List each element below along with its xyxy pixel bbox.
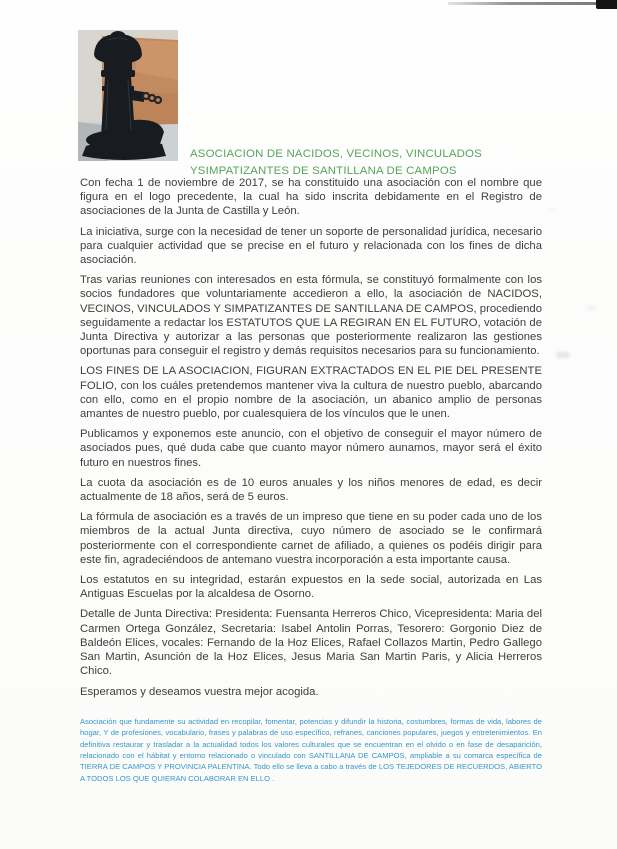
- paragraph-junta-directiva: Detalle de Junta Directiva: Presidenta: Fuensanta Herreros Chico, Vicepresidenta: Maria del Carmen Ortega González, Secretaria: Isabel Antolin Porras, Tesorero: Gorgonio Diez de Baldeón Elices, vocales: Fernando de la Hoz Elices, Rafael Collazos Martin, Pedro Gallego San Martin, Asunción de la Hoz Elices, Jesus Maria San Martin Paris, y Alicia Herreros Chico.: [80, 608, 542, 678]
- scan-smudge: [548, 208, 556, 212]
- scan-smudge: [556, 352, 570, 358]
- water-fountain-icon: [78, 30, 178, 161]
- paragraph-reuniones: Tras varias reuniones con interesados en esta fórmula, se constituyó formalmente con los socios fundadores que voluntariamente accedieron a ello, la asociación de NACIDOS, VECINOS, VINCULADOS Y SIMPATIZANTES DE SANTILLANA DE CAMPOS, procediendo seguidamente a redactar los ESTATUTOS QUE LA REGIRAN EN EL FUTURO, votación de Junta Directiva y autorizar a las personas que posteriormente realizaron las gestiones oportunas para conseguir el registro y demás requisitos necesarios para su funcionamiento.: [80, 274, 542, 358]
- paragraph-despedida: Esperamos y deseamos vuestra mejor acogida.: [80, 685, 319, 698]
- scan-artifact-corner: [596, 0, 617, 9]
- paragraph-estatutos: Los estatutos en su integridad, estarán expuestos en la sede social, autorizada en Las Antiguas Escuelas por la alcaldesa de Osorno.: [80, 574, 542, 601]
- paragraph-anuncio: Publicamos y exponemos este anuncio, con el objetivo de conseguir el mayor número de asociados pues, qué duda cabe que cuanto mayor número aunamos, mayor será el éxito futuro en nuestros fines.: [80, 428, 542, 469]
- footer-fines-note: Asociación que fundamente su actividad en recopilar, fomentar, potencias y difundir la historia, costumbres, formas de vida, labores de hogar, Y de profesiones, vocabulario, frases y palabras de uso específico, refranes, canciones populares, juegos y entretenimientos. En definitiva restaurar y trasladar a la actualidad todos los valores culturales que se encuentran en el olvido o en fase de desaparición, relacionado con el hábitat y entorno relacionado o vinculado con SANTILLANA DE CAMPOS, ampliable a su comarca específica de TIERRA DE CAMPOS Y PROVINCIA PALENTINA. Todo ello se lleva a cabo a través de LOS TEJEDORES DE RECUERDOS, ABIERTO A TODOS LOS QUE QUIERAN COLABORAR EN ELLO .: [80, 716, 542, 783]
- paragraph-cuota: La cuota da asociación es de 10 euros anuales y los niños menores de edad, es decir actualmente de 18 años, será de 5 euros.: [80, 476, 542, 504]
- scan-artifact-line: [448, 2, 600, 5]
- document-body: [80, 176, 542, 790]
- association-title-line1: ASOCIACION DE NACIDOS, VECINOS, VINCULADOS: [190, 148, 482, 160]
- paragraph-constitucion: Con fecha 1 de noviembre de 2017, se ha constituido una asociación con el nombre que figura en el logo precedente, la cual ha sido inscrita debidamente en el Registro de asociaciones de la Junta de Castilla y León.: [80, 177, 542, 218]
- water-fountain-photo: [78, 30, 178, 161]
- association-title: [190, 146, 510, 179]
- paragraph-formula: La fórmula de asociación es a través de un impreso que tiene en su poder cada uno de los miembros de la actual Junta directiva, cuyo número de asociado se le confirmará posteriormente con el correspondiente carnet de afiliado, a quienes os podéis dirigir para este fin, agradeciéndoos de antemano vuestra incorporación a esta importante causa.: [80, 511, 542, 566]
- paragraph-iniciativa: La iniciativa, surge con la necesidad de tener un soporte de personalidad jurídica, necesario para cualquier actividad que se precise en el futuro y relacionada con los fines de dicha asociación.: [80, 225, 542, 267]
- association-title-line2: YSIMPATIZANTES DE SANTILLANA DE CAMPOS: [190, 164, 457, 177]
- scan-smudge: [586, 306, 596, 310]
- paragraph-fines: LOS FINES DE LA ASOCIACION, FIGURAN EXTRACTADOS EN EL PIE DEL PRESENTE FOLIO, con los cuáles pretendemos mantener viva la cultura de nuestro pueblo, abarcando con ello, como en el propio nombre de la asociación, un abanico amplio de personas amantes de nuestro pueblo, por cualesquiera de los vínculos que le unen.: [80, 365, 542, 421]
